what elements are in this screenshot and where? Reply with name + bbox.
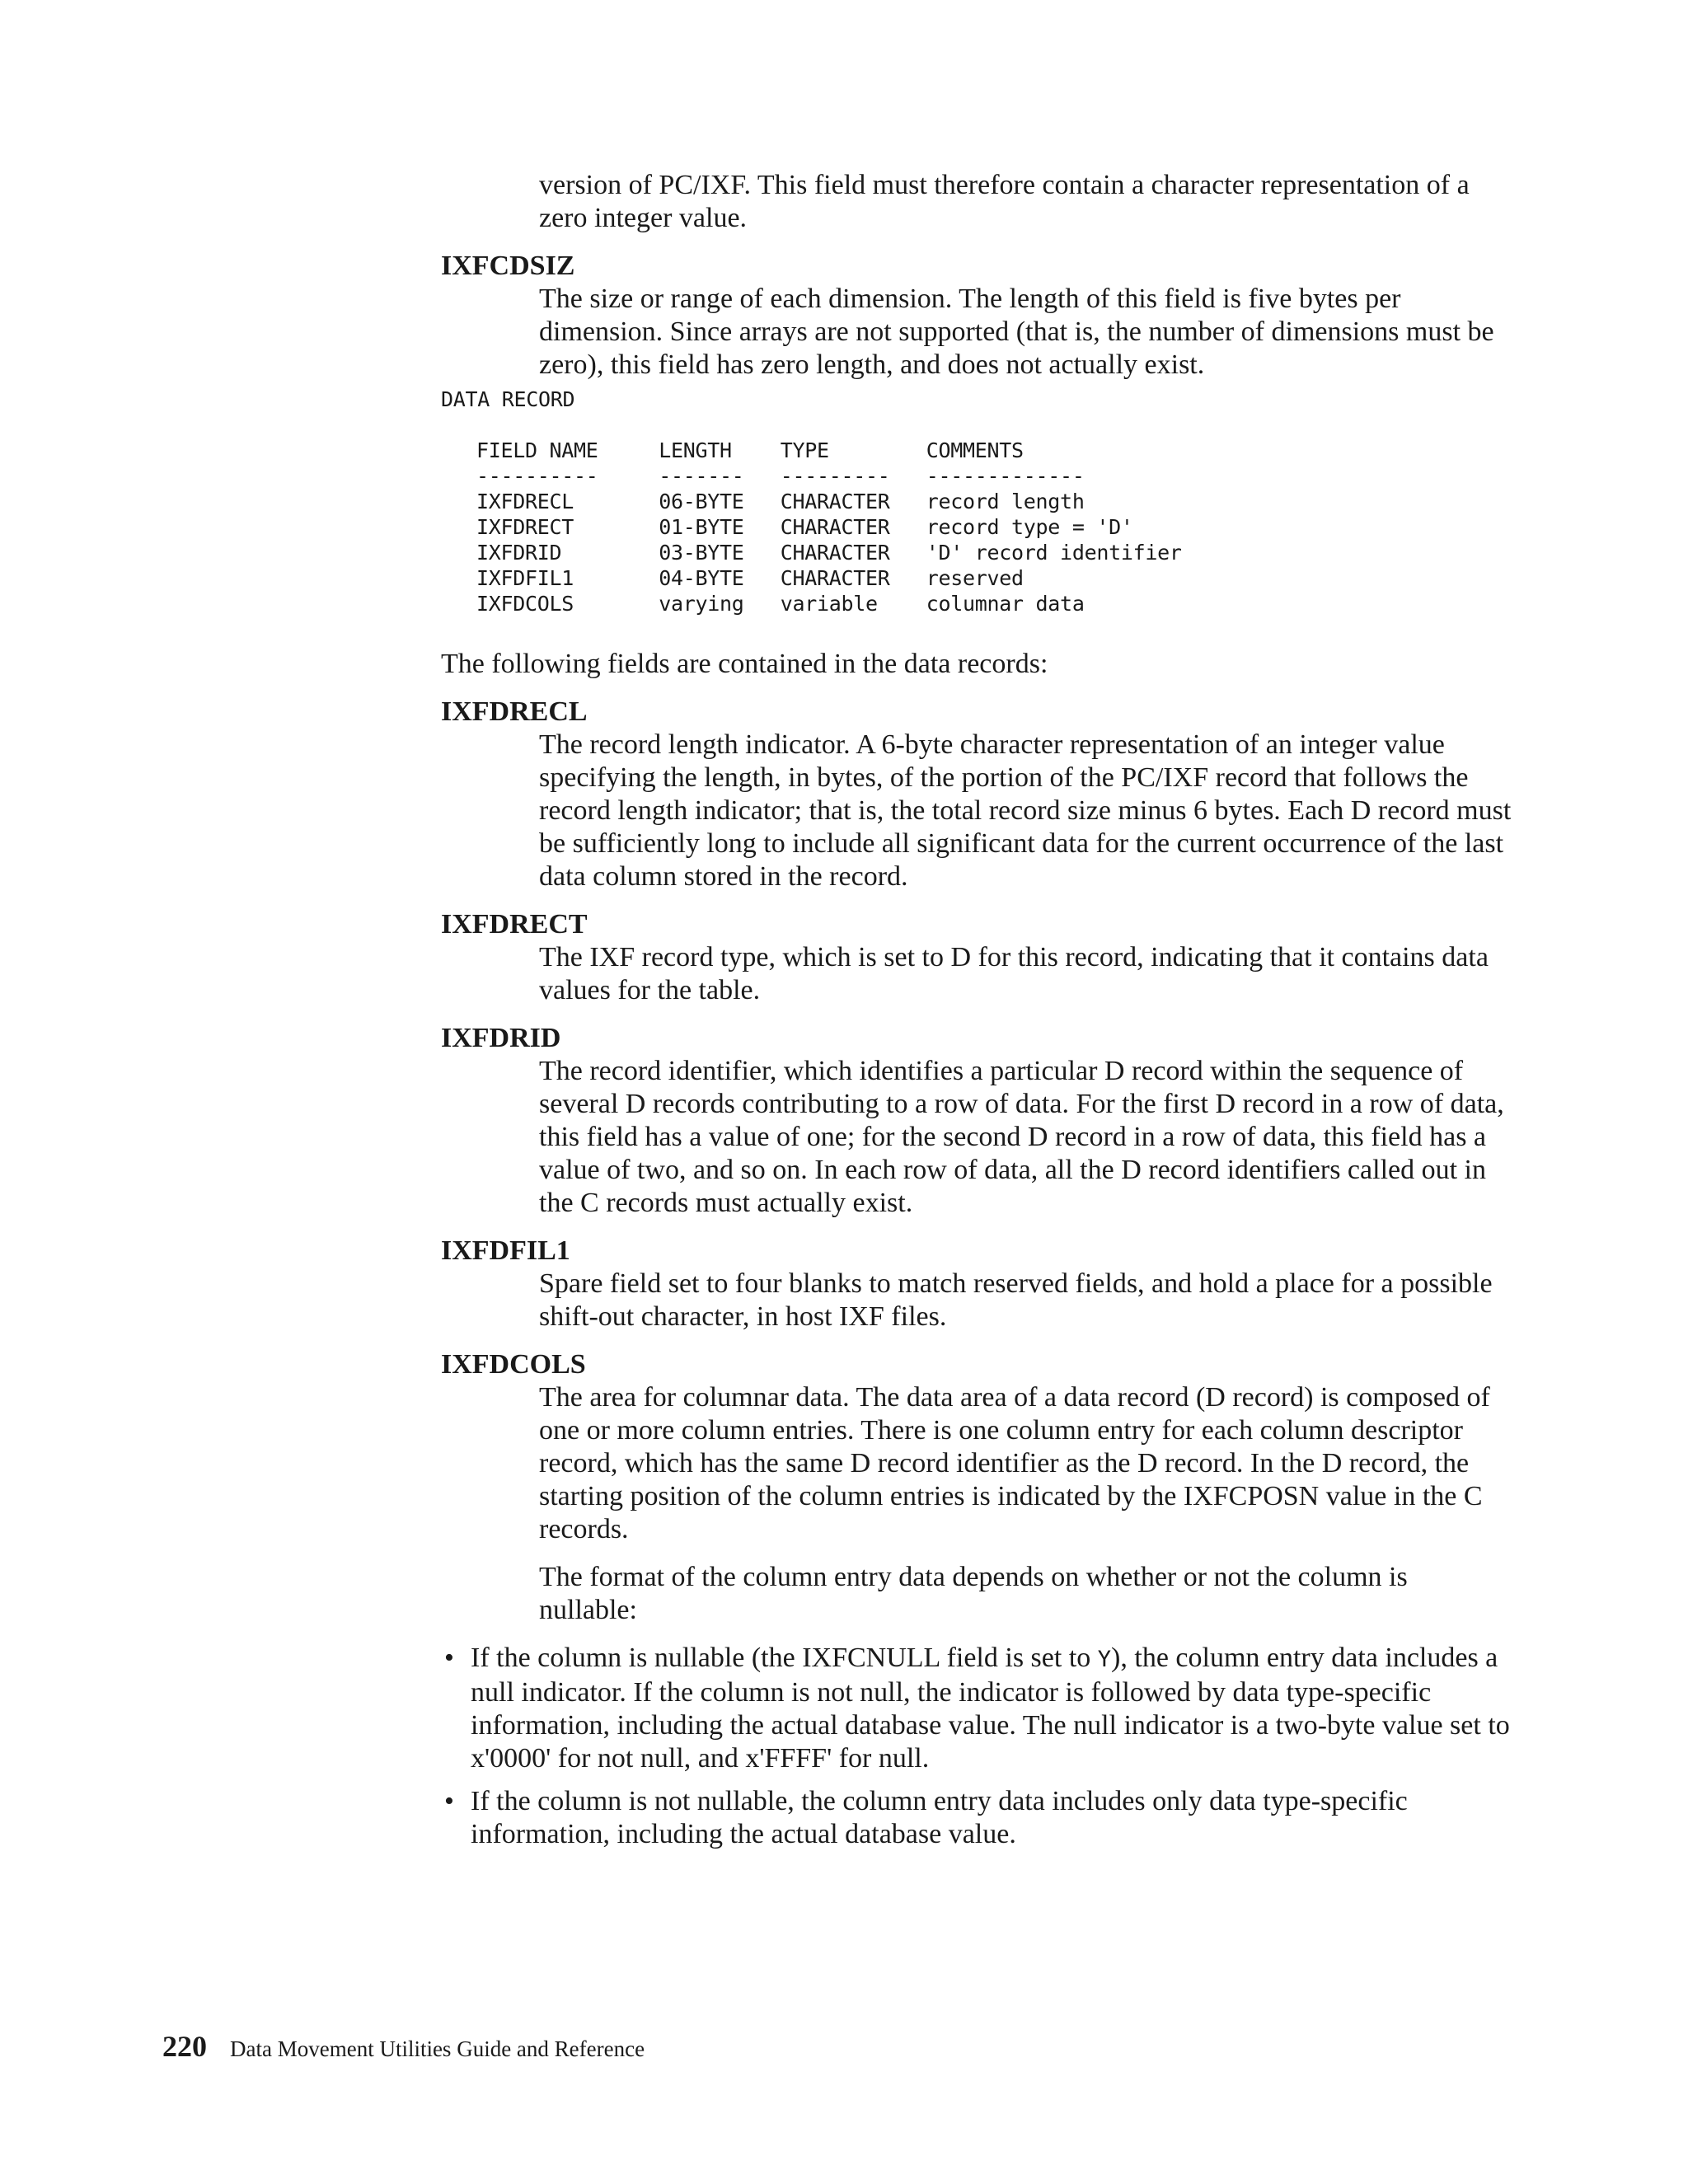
bullet-text: ), the column entry data includes a null indicator. If the column is not null, the indicator is followed by data type-specific information, including the actual database value. The null indicator is a two-byte value set to x'0000' for not null, and x'FFFF' for null. [471, 1643, 1510, 1774]
definition-description: Spare field set to four blanks to match reserved fields, and hold a place for a possible shift-out character, in host IXF files. [539, 1268, 1493, 1332]
definition-description: The area for columnar data. The data area of a data record (D record) is composed of one or more column entries. There is one column entry for each column descriptor record, which has the same D record identifier as the D record. In the D record, the starting position of the column entries is indicated by the IXFCPOSN value in the C records. [539, 1382, 1490, 1544]
definition-ixfdrid [441, 1022, 1512, 1220]
definition-description: The record length indicator. A 6-byte character representation of an integer value specifying the length, in bytes, of the portion of the PC/IXF record that follows the record length indicator; that is, the total record size minus 6 bytes. Each D record must be sufficiently long to include all significant data for the current occurrence of the last data column stored in the record. [539, 729, 1512, 892]
bullet-text: If the column is nullable (the IXFCNULL field is set to [471, 1643, 1098, 1673]
definition-term: IXFDCOLS [441, 1349, 586, 1380]
data-record-row: IXFDFIL1 04-BYTE CHARACTER reserved [476, 566, 1024, 590]
bullet-item-not-nullable [441, 1785, 1512, 1851]
data-record-rule: ---------- ------- --------- ------------- [476, 464, 1085, 488]
page-content [441, 169, 1512, 1851]
bullet-item-nullable [441, 1642, 1512, 1775]
definition-ixfdrecl [441, 696, 1512, 893]
data-record-row: IXFDRID 03-BYTE CHARACTER 'D' record identifier [476, 541, 1182, 565]
definition-term: IXFDRECL [441, 696, 588, 727]
definition-term: IXFDRECT [441, 909, 588, 940]
book-title: Data Movement Utilities Guide and Reference [230, 2036, 645, 2061]
definition-ixfdrect [441, 908, 1512, 1007]
following-fields-intro: The following fields are contained in the data records: [441, 649, 1048, 679]
data-record-header: FIELD NAME LENGTH TYPE COMMENTS [476, 438, 1024, 462]
definition-description: The IXF record type, which is set to D for this record, indicating that it contains data values for the table. [539, 942, 1489, 1005]
definition-term: IXFCDSIZ [441, 251, 575, 281]
data-record-label: DATA RECORD [441, 387, 575, 411]
data-record-table [476, 438, 1512, 616]
data-record-row: IXFDRECL 06-BYTE CHARACTER record length [476, 490, 1085, 513]
definition-term: IXFDFIL1 [441, 1235, 570, 1266]
page-footer [162, 2029, 645, 2064]
bullet-text: If the column is not nullable, the column entry data includes only data type-specific information, including the actual database value. [471, 1786, 1408, 1849]
definition-description-format: The format of the column entry data depends on whether or not the column is nullable: [539, 1562, 1408, 1625]
nullable-bullet-list [441, 1642, 1512, 1851]
definition-description: The record identifier, which identifies a particular D record within the sequence of several D records contributing to a row of data. For the first D record in a row of data, this field has a value of one; for the second D record in a row of data, this field has a value of two, and so on. In each row of data, all the D record identifiers called out in the C records must actually exist. [539, 1056, 1504, 1218]
definition-ixfdcols [441, 1348, 1512, 1851]
definition-ixfdfil1 [441, 1235, 1512, 1333]
bullet-glyph: • [444, 1786, 454, 1816]
page-number: 220 [162, 2030, 207, 2063]
data-record-block [441, 387, 1512, 616]
inline-code: Y [1097, 1647, 1112, 1672]
definition-description: The size or range of each dimension. The length of this field is five bytes per dimension. Since arrays are not supported (that is, the number of dimensions must be zero), this field has zero length, and does not actually exist. [539, 284, 1494, 380]
data-record-row: IXFDCOLS varying variable columnar data [476, 592, 1085, 616]
definition-term: IXFDRID [441, 1023, 561, 1053]
bullet-glyph: • [444, 1643, 454, 1673]
definition-ixfcdsiz [441, 250, 1512, 382]
intro-continuation: version of PC/IXF. This field must therefore contain a character representation of a zero integer value. [539, 170, 1470, 233]
data-record-row: IXFDRECT 01-BYTE CHARACTER record type = 'D' [476, 515, 1133, 539]
